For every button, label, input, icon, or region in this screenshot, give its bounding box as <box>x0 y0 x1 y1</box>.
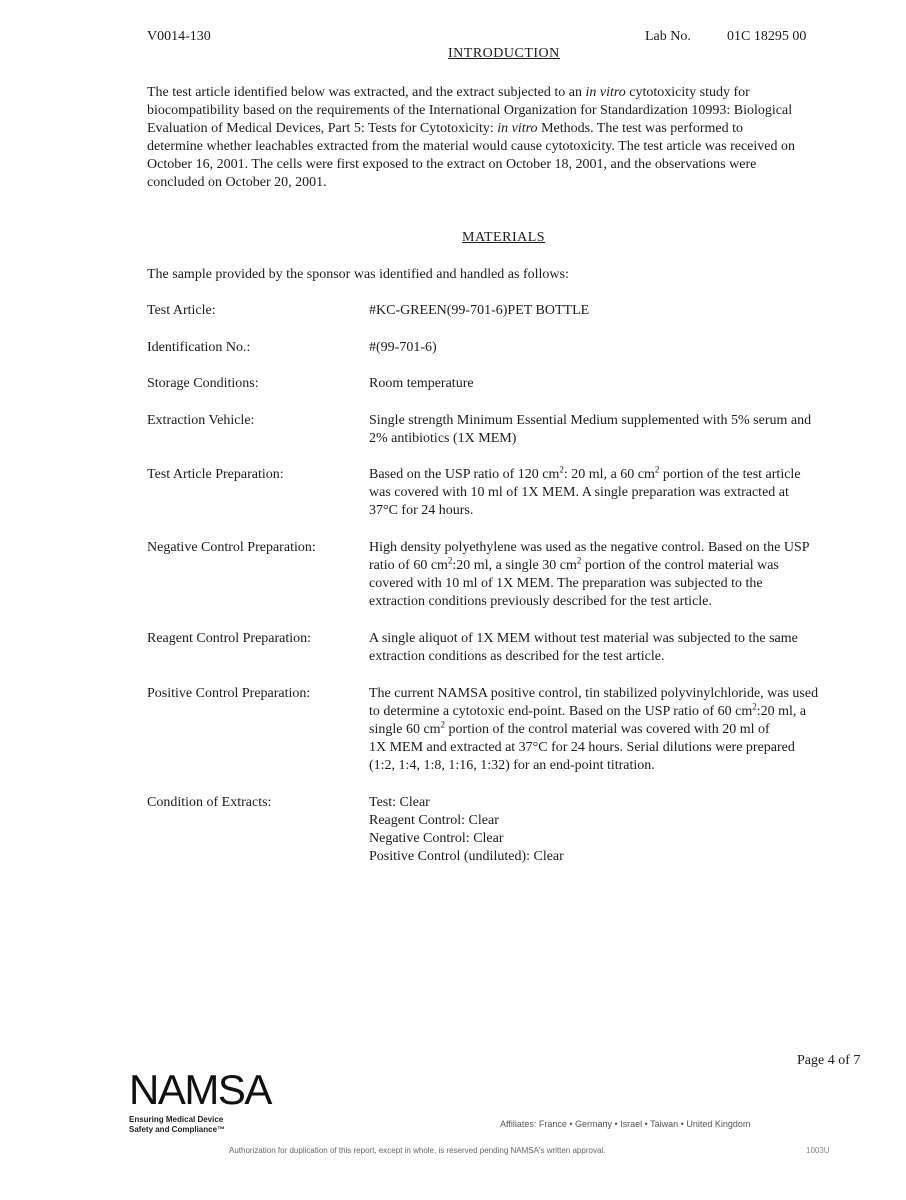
materials-row-value: The current NAMSA positive control, tin stabilized polyvinylchloride, was used to determine a cytotoxic end-point. Based on the USP ratio of 60 $cm^2:20$ ml, a single 60 $cm^2$ portion of the control material was covered with 20 ml of 1X MEM and extracted at 37°C for 24 hours. Serial dilutions were prepared (1:2, 1:4, 1:8, 1:16, 1:32) for an end-point titration. <box>369 686 819 773</box>
materials-row-value: Single strength Minimum Essential Medium supplemented with 5% serum and 2% antibiotics (1X MEM) <box>369 413 812 446</box>
introduction-line: determine whether leachables extracted from the material would cause cytotoxicity. The test article was received on <box>147 139 795 154</box>
materials-row-value: A single aliquot of 1X MEM without test material was subjected to the same extraction conditions as described for the test article. <box>369 631 798 664</box>
materials-row-value: Based on the USP ratio of 120 $cm^2$: 20 ml, a 60 $cm^2$ portion of the test article was covered with 10 ml of 1X MEM. A single preparation was extracted at 37°C for 24 hours. <box>369 464 801 518</box>
document-id: V0014-130 <box>147 29 211 44</box>
materials-row-label: Extraction Vehicle: <box>147 413 255 428</box>
introduction-line: October 16, 2001. The cells were first exposed to the extract on October 18, 2001, and the observations were <box>147 157 757 172</box>
authorization-notice: Authorization for duplication of this report, except in whole, is reserved pending NAMSA's written approval. <box>229 1146 606 1155</box>
introduction-line: biocompatibility based on the requirements of the International Organization for Standardization 10993: Biological <box>147 103 793 118</box>
materials-row-label: Reagent Control Preparation: <box>147 631 312 646</box>
introduction-paragraph <box>147 84 867 192</box>
form-code: 1003U <box>806 1146 830 1155</box>
materials-row-value: Room temperature <box>369 376 474 391</box>
materials-row-label: Test Article: <box>147 303 216 318</box>
materials-row-label: Negative Control Preparation: <box>147 540 316 555</box>
materials-row-label: Positive Control Preparation: <box>147 686 311 701</box>
materials-row-label: Identification No.: <box>147 340 251 355</box>
introduction-heading: INTRODUCTION <box>448 46 560 61</box>
introduction-line: Evaluation of Medical Devices, Part 5: Tests for Cytotoxicity: in vitro Methods. The test was performed to <box>147 121 743 136</box>
lab-number-label: Lab No. <box>645 29 691 44</box>
materials-row-label: Storage Conditions: <box>147 376 259 391</box>
materials-row-label: Condition of Extracts: <box>147 795 272 810</box>
materials-row-value: #KC-GREEN(99-701-6)PET BOTTLE <box>369 303 590 318</box>
materials-row-value: #(99-701-6) <box>369 340 437 355</box>
page-number: Page 4 of 7 <box>797 1053 861 1068</box>
affiliates-line: Affiliates: France • Germany • Israel • Taiwan • United Kingdom <box>500 1119 751 1129</box>
materials-row-value: Test: Clear Reagent Control: Clear Negative Control: Clear Positive Control (undiluted): Clear <box>369 795 564 864</box>
introduction-line: The test article identified below was extracted, and the extract subjected to an in vitro cytotoxicity study for <box>147 85 750 100</box>
logo-tagline-line-2: Safety and Compliance™ <box>129 1125 226 1134</box>
materials-intro: The sample provided by the sponsor was identified and handled as follows: <box>147 267 569 282</box>
materials-row-value: High density polyethylene was used as the negative control. Based on the USP ratio of 60 $cm^2:20$ ml, a single 30 $cm^2$ portion of the control material was covered with 10 ml of 1X MEM. The preparation was subjected to the extraction conditions previously described for the test article. <box>369 540 810 609</box>
materials-heading: MATERIALS <box>462 230 546 245</box>
logo-tagline-line-1: Ensuring Medical Device <box>129 1115 224 1124</box>
introduction-line: concluded on October 20, 2001. <box>147 175 327 190</box>
namsa-logo: NAMSA <box>129 1066 271 1113</box>
materials-row-label: Test Article Preparation: <box>147 467 284 482</box>
lab-number: 01C 18295 00 <box>727 29 807 44</box>
